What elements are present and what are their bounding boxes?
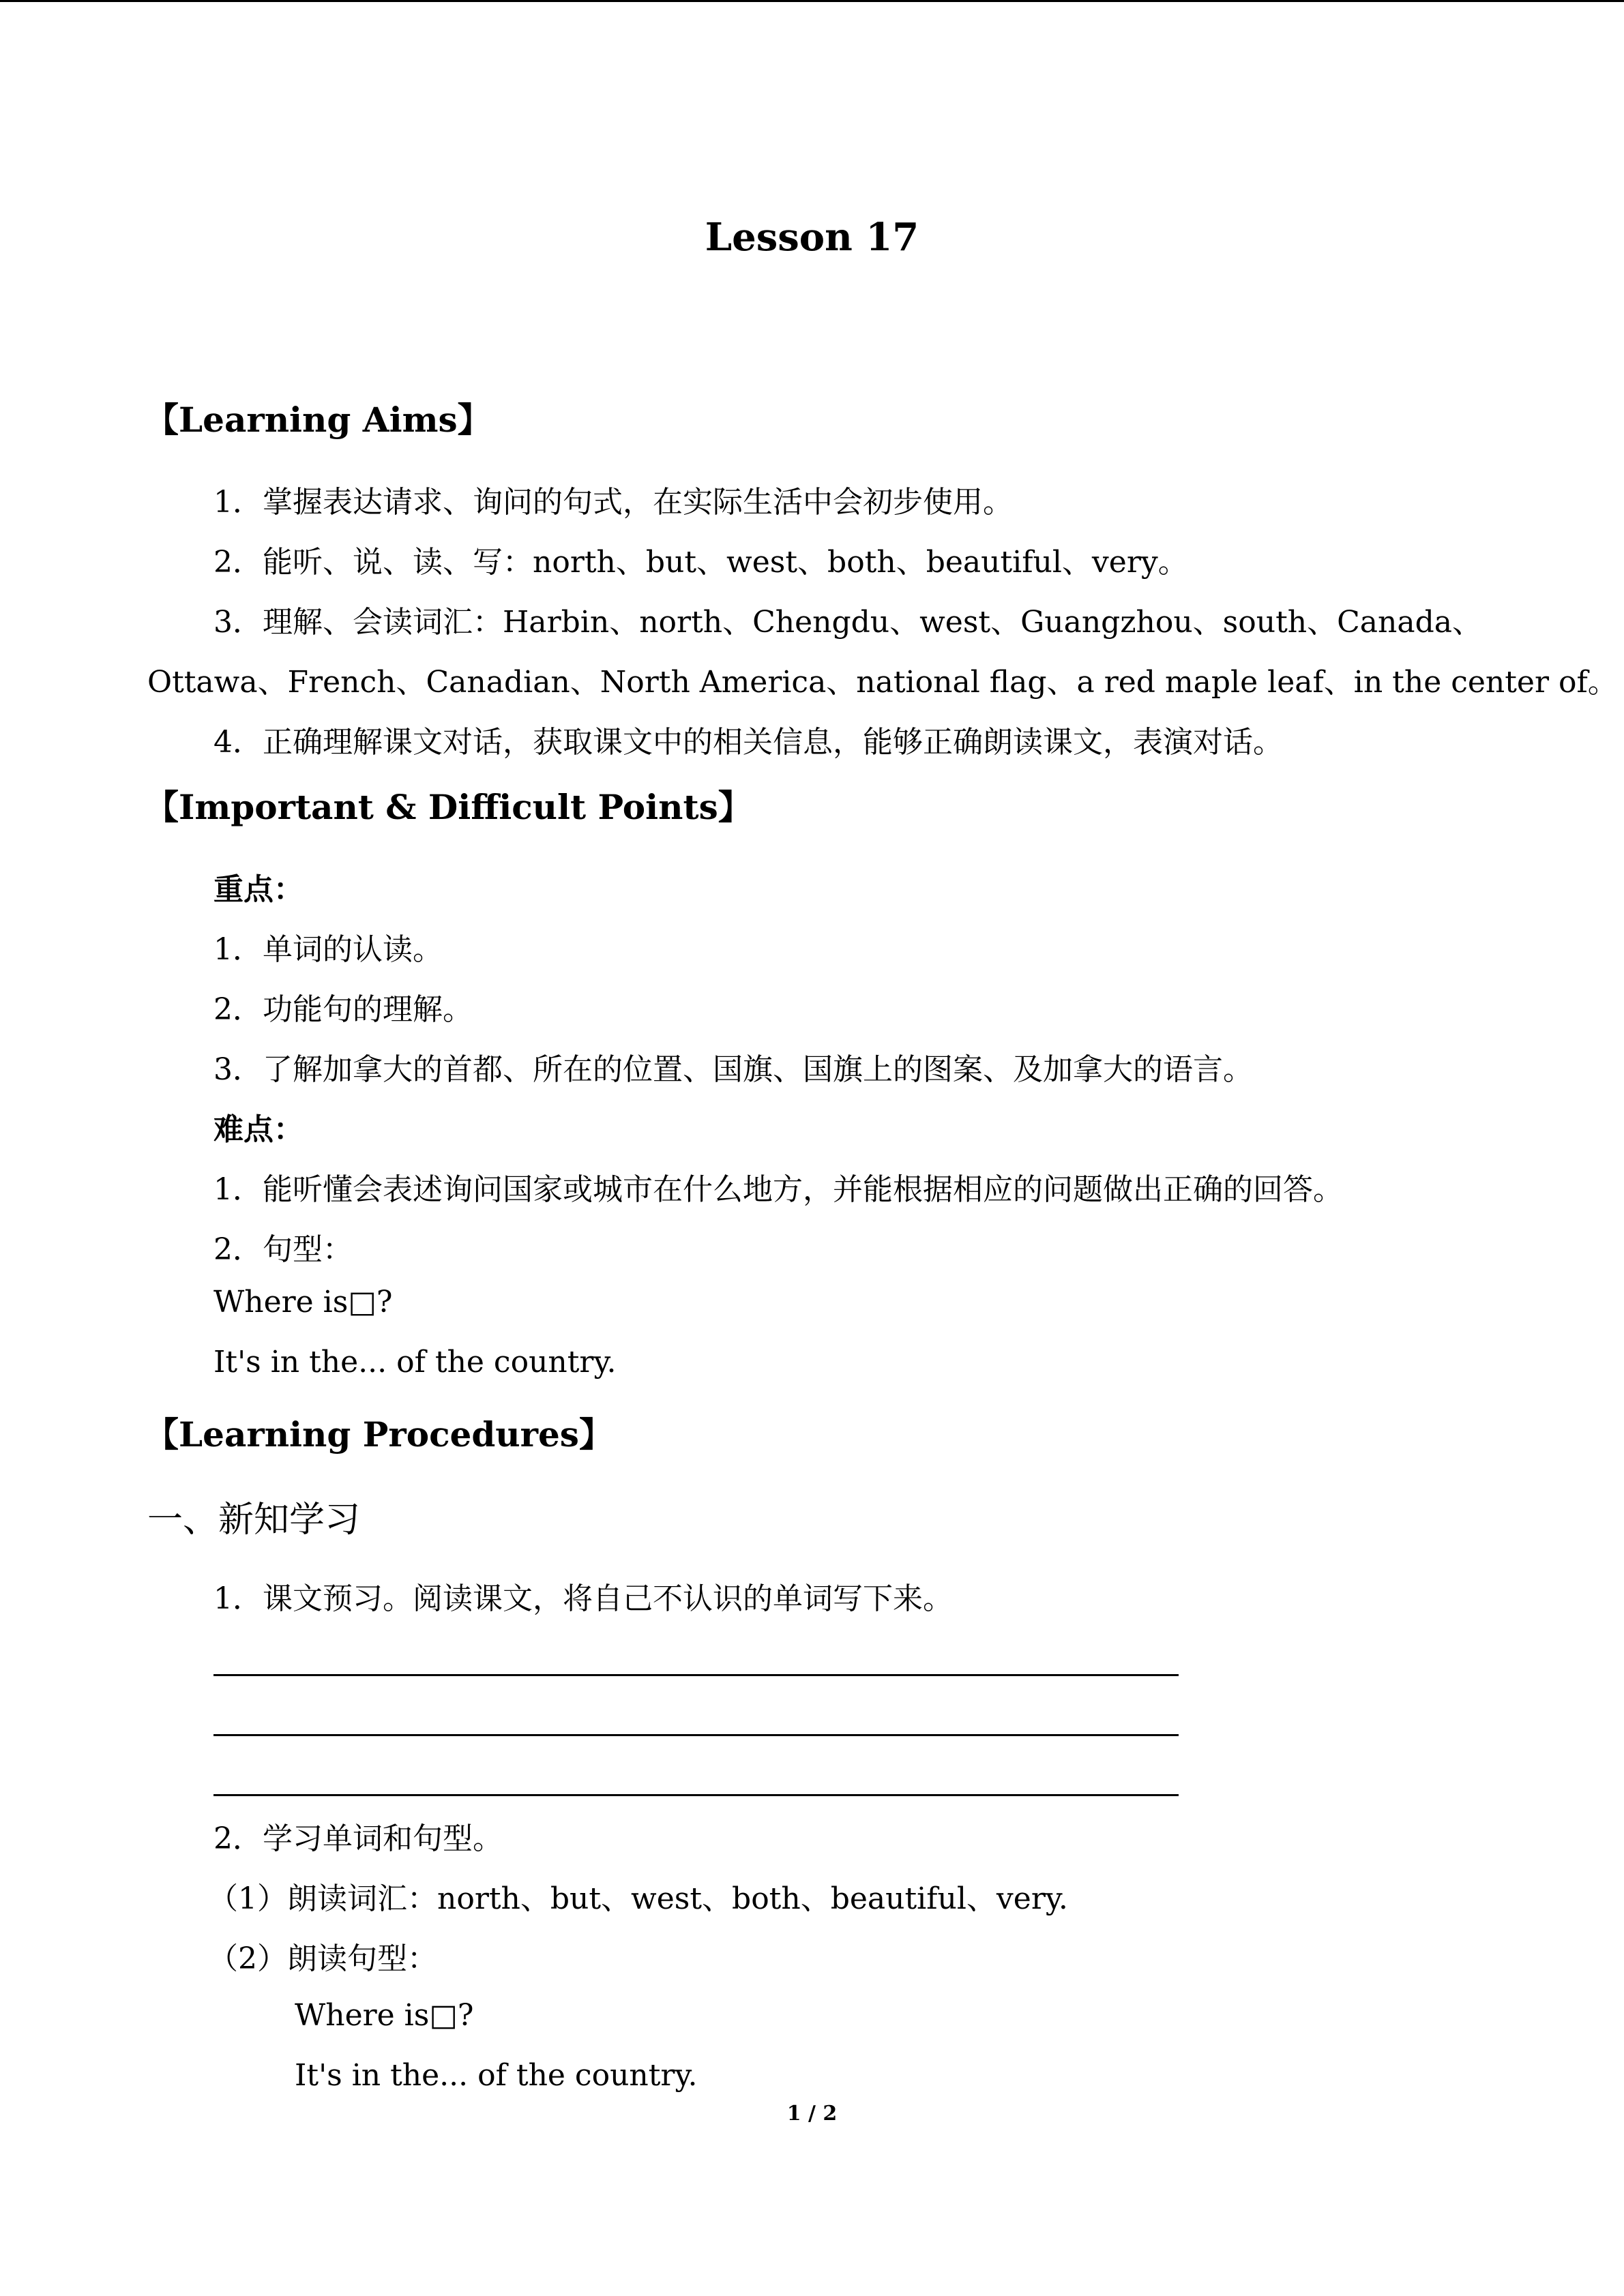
procedure-pattern-its-in-the: It's in the... of the country. bbox=[295, 2058, 698, 2093]
page-top-border bbox=[0, 0, 1624, 2]
section-1-heading: 一、新知学习 bbox=[147, 1500, 361, 1540]
key-point-3: 3．了解加拿大的首都、所在的位置、国旗、国旗上的图案、及加拿大的语言。 bbox=[213, 1052, 1253, 1087]
difficult-point-1: 1．能听懂会表述询问国家或城市在什么地方，并能根据相应的问题做出正确的回答。 bbox=[213, 1172, 1343, 1207]
procedure-pattern-where-is: Where is□? bbox=[295, 1998, 474, 2033]
answer-blank-line[interactable] bbox=[213, 1734, 1179, 1736]
page-title: Lesson 17 bbox=[705, 215, 919, 260]
procedure-item-2: 2．学习单词和句型。 bbox=[213, 1821, 503, 1856]
answer-blank-line[interactable] bbox=[213, 1674, 1179, 1676]
procedure-sub-1: （1）朗读词汇：north、but、west、both、beautiful、very. bbox=[208, 1881, 1068, 1916]
procedure-item-1: 1．课文预习。阅读课文，将自己不认识的单词写下来。 bbox=[213, 1581, 953, 1616]
answer-blank-line[interactable] bbox=[213, 1794, 1179, 1796]
key-point-2: 2．功能句的理解。 bbox=[213, 992, 473, 1027]
difficult-points-label: 难点： bbox=[213, 1112, 304, 1147]
procedure-sub-2: （2）朗读句型： bbox=[208, 1941, 437, 1976]
aim-item-1: 1．掌握表达请求、询问的句式，在实际生活中会初步使用。 bbox=[213, 485, 1013, 520]
page-number: 1 / 2 bbox=[786, 2102, 838, 2126]
key-point-1: 1．单词的认读。 bbox=[213, 932, 443, 967]
pattern-its-in-the: It's in the... of the country. bbox=[213, 1345, 617, 1380]
pattern-where-is: Where is□? bbox=[213, 1285, 393, 1320]
learning-aims-heading: 【Learning Aims】 bbox=[145, 400, 492, 440]
learning-procedures-heading: 【Learning Procedures】 bbox=[145, 1414, 613, 1455]
difficult-point-2: 2．句型： bbox=[213, 1232, 353, 1267]
aim-item-2: 2．能听、说、读、写：north、but、west、both、beautiful、very。 bbox=[213, 545, 1188, 580]
aim-item-3-continued: Ottawa、French、Canadian、North America、national flag、a red maple leaf、in the center of。 bbox=[147, 665, 1618, 700]
key-points-label: 重点： bbox=[213, 872, 304, 907]
aim-item-3: 3．理解、会读词汇：Harbin、north、Chengdu、west、Guangzhou、south、Canada、 bbox=[213, 605, 1482, 640]
aim-item-4: 4．正确理解课文对话，获取课文中的相关信息，能够正确朗读课文，表演对话。 bbox=[213, 725, 1283, 760]
important-points-heading: 【Important & Difficult Points】 bbox=[145, 787, 752, 827]
